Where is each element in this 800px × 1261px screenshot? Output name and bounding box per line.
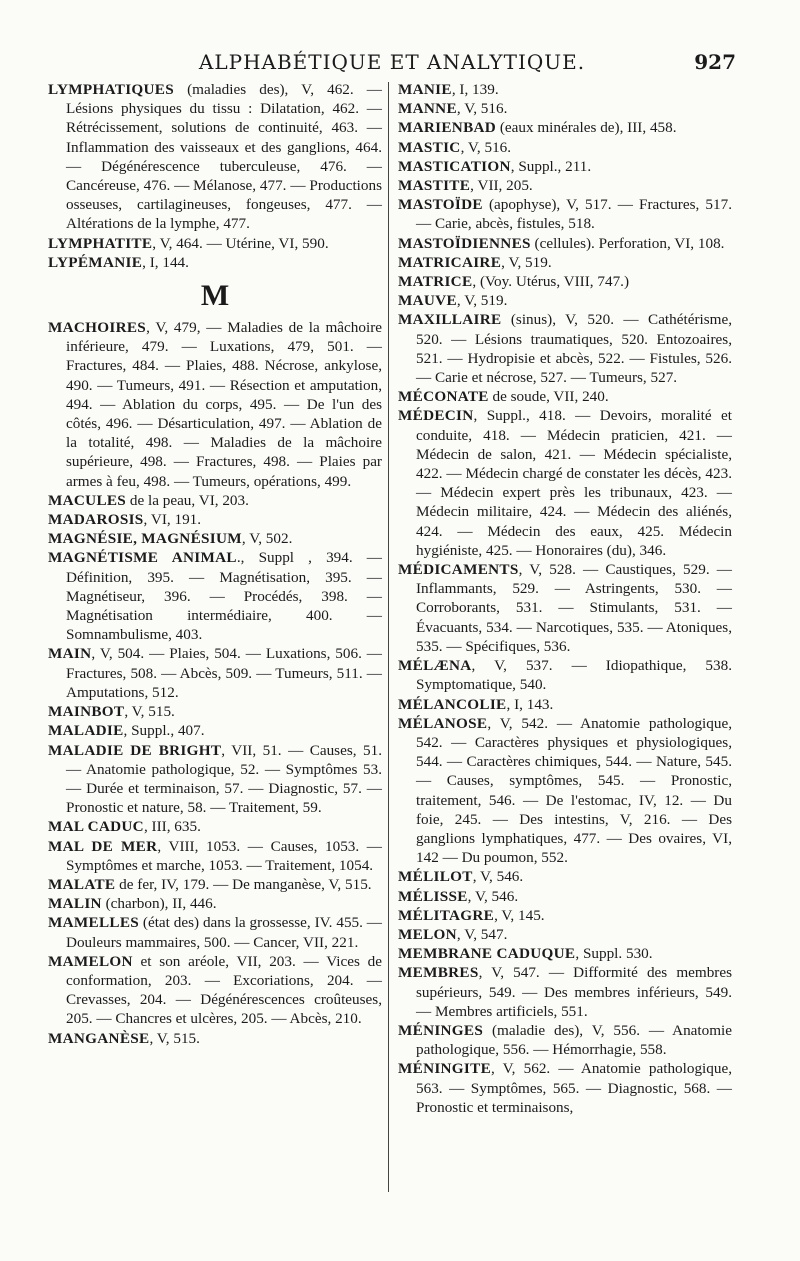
entry-text: , III, 635. — [143, 818, 201, 836]
index-entry — [48, 529, 382, 548]
running-title: ALPHABÉTIQUE ET ANALYTIQUE. — [198, 50, 586, 74]
entry-headword: MALATE — [48, 875, 116, 893]
index-entry — [48, 837, 382, 875]
index-entry — [398, 944, 732, 963]
column-divider — [388, 82, 389, 1192]
entry-text: , V, 516. — [460, 138, 512, 156]
entry-headword: MALIN — [48, 895, 102, 913]
index-entry — [398, 176, 732, 195]
index-entry — [398, 234, 732, 253]
entry-headword: MASTOÏDE — [398, 196, 483, 214]
index-entry — [48, 80, 382, 234]
entry-headword: MAL CADUC — [48, 818, 144, 836]
entry-text: ., Suppl , 394. — Définition, 395. — Magnétisation, 395. — Magnétiseur, 396. — Procédés, 398. — Magnétisation intermédiaire, 400. — Somnambulisme, 403. — [66, 549, 382, 644]
entry-headword: MANGANÈSE — [48, 1029, 150, 1047]
entry-text: , V, 528. — Caustiques, 529. — Inflammants, 529. — Astringents, 530. — Corroborants, 531. — Stimulants, 531. — Évacuants, 534. — Narcotiques, 535. — Atoniques, 535. — Spécifiques, 536. — [416, 561, 732, 655]
entry-headword: MASTOÏDIENNES — [398, 234, 531, 252]
index-entry — [398, 138, 732, 157]
index-entry — [48, 894, 382, 913]
entry-text: , V, 464. — Utérine, VI, 590. — [152, 234, 329, 252]
index-entry — [48, 253, 382, 272]
entry-headword: MASTITE — [398, 177, 471, 195]
entry-headword: LYMPHATIQUES — [48, 81, 174, 98]
entry-headword: MEMBRES — [398, 964, 479, 982]
index-entry — [398, 406, 732, 560]
index-entry — [48, 817, 382, 836]
entry-text: , I, 143. — [506, 695, 554, 713]
index-entry — [398, 1021, 732, 1059]
entry-headword: MAL DE MER — [48, 837, 158, 855]
entry-text: , V, 515. — [124, 703, 175, 721]
entry-text: de la peau, VI, 203. — [126, 491, 249, 509]
entry-headword: LYMPHATITE — [48, 234, 153, 252]
entry-text: , V, 516. — [456, 100, 508, 118]
entry-headword: MALADIE DE BRIGHT — [48, 741, 222, 759]
index-entry — [398, 99, 732, 118]
entry-text: de soude, VII, 240. — [488, 388, 609, 406]
index-entry — [398, 195, 732, 233]
index-entry — [48, 644, 382, 702]
entry-text: , V, 479, — Maladies de la mâchoire inférieure, 479. — Luxations, 479, 501. — Fractures, 484. — Plaies, 488. Nécrose, ankylose, 490. — Tumeurs, 491. — Résection et amputation, 494. — Ablation du corps, 495. — De l'un des côtés, 496. — Désarticulation, 497. — Ablation de la totalité, 498. — Maladies de la mâchoire supérieure, 498. — Fractures, 498. — Plaies par armes à feu, 498. — Tumeurs, opérations, 499. — [66, 319, 382, 490]
index-entry — [48, 234, 382, 253]
index-entry — [398, 963, 732, 1021]
entry-headword: MÉLANOSE — [398, 714, 488, 732]
entry-text: , I, 144. — [142, 253, 189, 271]
entry-text: (eaux minérales de), III, 458. — [496, 119, 677, 137]
entry-headword: MÉLÆNA — [398, 657, 472, 675]
index-entry — [398, 157, 732, 176]
entry-text: , VI, 191. — [143, 511, 202, 529]
index-entry — [398, 867, 732, 886]
entry-headword: MASTIC — [398, 138, 461, 156]
entry-text: , VII, 51. — Causes, 51. — Anatomie pathologique, 52. — Symptômes 53. — Durée et terminaison, 57. — Diagnostic, 57. — Pronostic et nature, 58. — Traitement, 59. — [66, 741, 382, 817]
entry-text: , Suppl., 407. — [123, 722, 205, 740]
index-entry — [398, 253, 732, 272]
entry-headword: MÉLILOT — [398, 868, 473, 886]
entry-text: , V, 145. — [494, 906, 545, 924]
entry-text: , V, 502. — [241, 530, 293, 548]
index-entry — [48, 491, 382, 510]
entry-headword: MEMBRANE CADUQUE — [398, 945, 576, 963]
entry-text: , V, 546. — [472, 868, 524, 886]
entry-headword: MELON — [398, 925, 457, 943]
entry-headword: MAXILLAIRE — [398, 311, 502, 329]
page-number: 927 — [694, 50, 736, 74]
index-entry — [398, 714, 732, 868]
entry-headword: MAMELON — [48, 952, 133, 970]
entry-text: , V, 515. — [149, 1029, 200, 1047]
entry-text: , V, 562. — Anatomie pathologique, 563. — Symptômes, 565. — Diagnostic, 568. — Pronostic et terminaisons, — [416, 1060, 732, 1116]
index-entry — [48, 741, 382, 818]
entry-text: , V, 547. — Difformité des membres supérieurs, 549. — Des membres inférieurs, 549. — Membres artificiels, 551. — [416, 964, 732, 1020]
index-entry — [48, 721, 382, 740]
index-entry — [398, 906, 732, 925]
entry-headword: MÉLANCOLIE — [398, 695, 507, 713]
letter-heading: M — [200, 279, 230, 313]
entry-headword: MALADIE — [48, 722, 124, 740]
entry-text: (cellules). Perforation, VI, 108. — [530, 234, 725, 252]
entry-headword: MANIE — [398, 81, 452, 98]
index-entry — [398, 272, 732, 291]
entry-headword: MASTICATION — [398, 157, 511, 175]
entry-text: et son aréole, VII, 203. — Vices de conformation, 203. — Excoriations, 204. — Crevasses, 204. — Dégénérescences croûteuses, 205. — Chancres et ulcères, 205. — Abcès, 210. — [66, 952, 382, 1028]
entry-headword: MAIN — [48, 645, 92, 663]
entry-headword: MAUVE — [398, 292, 457, 310]
entry-headword: MAGNÉSIE, MAGNÉSIUM — [48, 530, 242, 548]
entry-headword: MAINBOT — [48, 703, 125, 721]
index-entry — [398, 80, 732, 99]
right-column — [398, 80, 732, 1117]
page-header — [48, 50, 736, 78]
index-entry — [398, 695, 732, 714]
entry-headword: MÉDECIN — [398, 407, 474, 425]
entry-headword: MÉNINGITE — [398, 1060, 491, 1078]
index-entry — [48, 952, 382, 1029]
entry-text: (maladies des), V, 462. — Lésions physiques du tissu : Dilatation, 462. — Rétrécissement, solutions de continuité, 463. — Inflammation des vaisseaux et des ganglions, 464. — Dégénérescence tuberculeuse, 476. — Cancéreuse, 476. — Mélanose, 477. — Productions osseuses, cartilagineuses, fongeuses, 477. — Altérations de la lymphe, 477. — [66, 81, 382, 233]
entry-text: , (Voy. Utérus, VIII, 747.) — [472, 273, 630, 291]
entry-text: , Suppl., 418. — Devoirs, moralité et conduite, 418. — Médecin praticien, 421. — Médecin de salon, 421. — Médecin spécialiste, 422. — Médecin chargé de constater les décès, 423. — Médecin expert près les tribunaux, 423. — Médecin militaire, 424. — Médecin des aliénés, 424. — Médecin des eaux, 425. Médecin hygiéniste, 425. — Honoraires (du), 346. — [416, 407, 732, 559]
entry-headword: MÉNINGES — [398, 1021, 484, 1039]
entry-text: , V, 519. — [501, 253, 552, 271]
entry-headword: MACHOIRES — [48, 319, 147, 337]
index-entry — [48, 702, 382, 721]
entry-headword: MARIENBAD — [398, 119, 497, 137]
entry-headword: MÉCONATE — [398, 388, 489, 406]
entry-headword: MADAROSIS — [48, 511, 144, 529]
index-entry — [398, 656, 732, 694]
index-entry — [398, 887, 732, 906]
entry-text: , V, 537. — Idiopathique, 538. Symptomatique, 540. — [416, 657, 732, 694]
index-entry — [398, 310, 732, 387]
entry-headword: MATRICAIRE — [398, 253, 502, 271]
entry-text: , V, 542. — Anatomie pathologique, 542. — Caractères physiques et physiologiques, 544. — Caractères chimiques, 544. — Nature, 545. — Causes, symptômes, 545. — Pronostic, traitement, 546. — De l'estomac, IV, 12. — Du foie, 245. — Des intestins, V, 216. — Des ganglions lymphatiques, 477. — Des ovaires, VI, 142 — Du poumon, 552. — [416, 714, 732, 867]
index-entry — [398, 925, 732, 944]
entry-text: , I, 139. — [451, 81, 499, 98]
entry-text: , V, 519. — [456, 292, 508, 310]
index-entry — [398, 560, 732, 656]
entry-text: , V, 504. — Plaies, 504. — Luxations, 506. — Fractures, 508. — Abcès, 509. — Tumeurs, 511. — Amputations, 512. — [66, 645, 382, 701]
index-entry — [48, 318, 382, 491]
entry-headword: MAGNÉTISME ANIMAL — [48, 549, 237, 567]
entry-text: , V, 546. — [467, 887, 519, 905]
entry-text: , V, 547. — [456, 925, 508, 943]
entry-text: , VII, 205. — [470, 177, 533, 195]
index-entry — [398, 291, 732, 310]
entry-headword: LYPÉMANIE — [48, 253, 143, 271]
index-entry — [48, 1029, 382, 1048]
entry-text: (sinus), V, 520. — Cathétérisme, 520. — Lésions traumatiques, 520. Entozoaires, 521. — Hydropisie et abcès, 522. — Fistules, 526. — Carie et nécrose, 527. — Tumeurs, 527. — [416, 311, 732, 387]
left-column — [48, 80, 382, 1048]
entry-text: , Suppl., 211. — [510, 157, 592, 175]
entry-text: , VIII, 1053. — Causes, 1053. — Symptômes et marche, 1053. — Traitement, 1054. — [66, 837, 382, 874]
entry-headword: MAMELLES — [48, 914, 140, 932]
entry-text: de fer, IV, 179. — De manganèse, V, 515. — [115, 875, 372, 893]
index-entry — [48, 548, 382, 644]
index-entry — [398, 118, 732, 137]
entry-headword: MÉLISSE — [398, 887, 468, 905]
entry-headword: MATRICE — [398, 273, 473, 291]
entry-headword: MÉDICAMENTS — [398, 561, 519, 579]
entry-headword: MACULES — [48, 491, 127, 509]
entry-text: (état des) dans la grossesse, IV. 455. — Douleurs mammaires, 500. — Cancer, VII, 221. — [66, 914, 382, 951]
entry-headword: MÉLITAGRE — [398, 906, 495, 924]
index-entry — [398, 387, 732, 406]
index-entry — [48, 875, 382, 894]
entry-text: (charbon), II, 446. — [101, 895, 217, 913]
index-entry — [398, 1059, 732, 1117]
index-entry — [48, 510, 382, 529]
entry-text: , Suppl. 530. — [575, 945, 653, 963]
index-entry — [48, 913, 382, 951]
entry-headword: MANNE — [398, 100, 457, 118]
entry-text: (apophyse), V, 517. — Fractures, 517. — Carie, abcès, fistules, 518. — [416, 196, 732, 233]
entry-text: (maladie des), V, 556. — Anatomie pathologique, 556. — Hémorrhagie, 558. — [416, 1021, 732, 1059]
